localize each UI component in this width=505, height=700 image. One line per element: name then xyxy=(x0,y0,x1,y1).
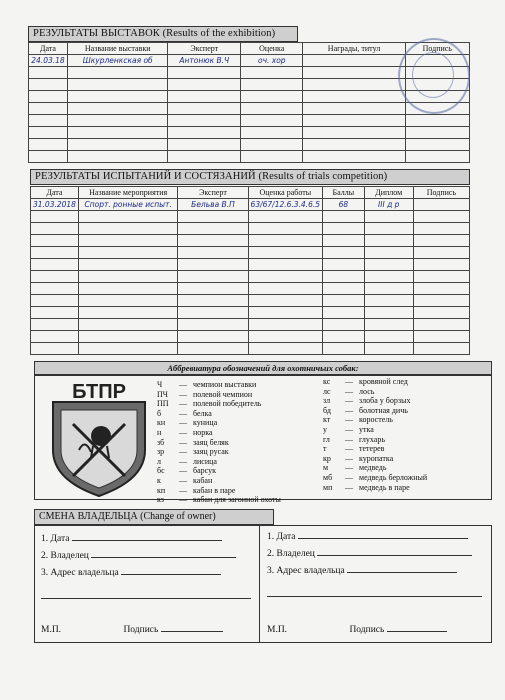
owner-date-field: 1. Дата xyxy=(41,532,222,544)
owner-box xyxy=(34,525,492,643)
abbreviation-item: зл — злоба у борзых xyxy=(323,396,411,406)
table-row xyxy=(31,271,470,283)
owner-title: СМЕНА ВЛАДЕЛЬЦА (Change of owner) xyxy=(34,509,274,525)
table-row xyxy=(31,343,470,355)
table-row xyxy=(29,127,470,139)
owner-stamp-sign: М.П. Подпись xyxy=(267,623,447,635)
trials-title: РЕЗУЛЬТАТЫ ИСПЫТАНИЙ И СОСТЯЗАНИЙ (Results of trials competition) xyxy=(30,169,470,185)
table-row xyxy=(31,259,470,271)
col-date: Дата xyxy=(31,187,79,199)
table-row xyxy=(31,319,470,331)
col-points: Баллы xyxy=(323,187,365,199)
abbreviation-item: ПП — полевой победитель xyxy=(157,399,262,409)
table-row xyxy=(31,211,470,223)
table-row xyxy=(31,331,470,343)
abbreviation-item: кс — кровяной след xyxy=(323,377,408,386)
table-row xyxy=(31,307,470,319)
col-event-name: Название мероприятия xyxy=(78,187,177,199)
abbreviation-item: мб — медведь берложный xyxy=(323,472,428,482)
table-row xyxy=(29,115,470,127)
abbreviation-item: к — кабан xyxy=(157,475,213,485)
abbreviation-item: Ч — чемпион выставки xyxy=(157,380,257,389)
trials-header-row xyxy=(31,187,470,199)
abbreviation-item: гл — глухарь xyxy=(323,434,385,444)
owner-name-field: 2. Владелец xyxy=(267,547,472,559)
abbreviation-item: кр — куропатка xyxy=(323,453,394,463)
abbreviation-item: б — белка xyxy=(157,408,212,418)
owner-address-field: 3. Адрес владельца xyxy=(267,564,457,576)
col-signature: Подпись xyxy=(405,43,469,55)
col-awards: Награды, титул xyxy=(303,43,405,55)
col-signature: Подпись xyxy=(413,187,469,199)
table-row: 31.03.2018 Спорт. ронные испыт. Бельва В.П 63/67/12.6.3.4.6.5 68 III д р xyxy=(31,199,470,211)
abbreviation-item: кп — кабан в паре xyxy=(157,485,236,495)
abbreviation-item: т — тетерев xyxy=(323,444,385,454)
abbreviation-item: ПЧ — полевой чемпион xyxy=(157,389,253,399)
col-date: Дата xyxy=(29,43,68,55)
abbreviation-item: бд — болотная дичь xyxy=(323,405,408,415)
owner-name-field: 2. Владелец xyxy=(41,549,236,561)
table-row xyxy=(29,103,470,115)
exhibition-header-row xyxy=(29,43,470,55)
abbreviation-item: кт — коростель xyxy=(323,415,393,425)
abbreviations-col-2 xyxy=(323,377,427,492)
col-work-grade: Оценка работы xyxy=(248,187,322,199)
table-row xyxy=(31,223,470,235)
col-expert: Эксперт xyxy=(178,187,248,199)
col-show-name: Название выставки xyxy=(67,43,167,55)
col-grade: Оценка xyxy=(241,43,303,55)
abbreviation-item: зр — заяц русак xyxy=(157,447,229,457)
table-row: 24.03.18 Шкурленкская об Антонюк В.Ч оч. хор xyxy=(29,55,470,67)
btpr-logo xyxy=(43,380,155,498)
col-diploma: Диплом xyxy=(364,187,413,199)
trials-table xyxy=(30,186,470,355)
abbreviation-item: у — утка xyxy=(323,424,374,434)
table-row xyxy=(29,151,470,163)
abbreviation-item: бс — барсук xyxy=(157,466,216,476)
abbreviation-item: кн — куница xyxy=(157,418,218,428)
abbreviation-item: зб — заяц беляк xyxy=(157,437,229,447)
owner-stamp-sign: М.П. Подпись xyxy=(41,623,223,635)
owner-address-field: 3. Адрес владельца xyxy=(41,566,221,578)
abbreviation-item: кз — кабан для загонной охоты xyxy=(157,495,281,505)
table-row xyxy=(31,283,470,295)
table-row xyxy=(31,247,470,259)
rooster-icon xyxy=(91,426,111,446)
table-row xyxy=(29,139,470,151)
col-expert: Эксперт xyxy=(168,43,241,55)
logo-text: БТПР xyxy=(72,381,126,403)
abbreviation-item: м — медведь xyxy=(323,463,387,473)
exhibition-title: РЕЗУЛЬТАТЫ ВЫСТАВОК (Results of the exhibition) xyxy=(28,26,298,42)
table-row xyxy=(31,295,470,307)
abbreviations-col-1 xyxy=(157,380,281,505)
abbreviations-title: Аббревиатура обозначений для охотничьих собак: xyxy=(34,361,492,375)
owner-date-field: 1. Дата xyxy=(267,530,468,542)
abbreviation-item: мп — медведь в паре xyxy=(323,482,410,492)
table-row xyxy=(31,235,470,247)
abbreviation-item: лс — лось xyxy=(323,386,375,396)
round-stamp xyxy=(398,38,470,114)
abbreviation-item: н — норка xyxy=(157,427,213,437)
abbreviation-item: л — лисица xyxy=(157,456,217,466)
abbreviations-box xyxy=(34,375,492,505)
